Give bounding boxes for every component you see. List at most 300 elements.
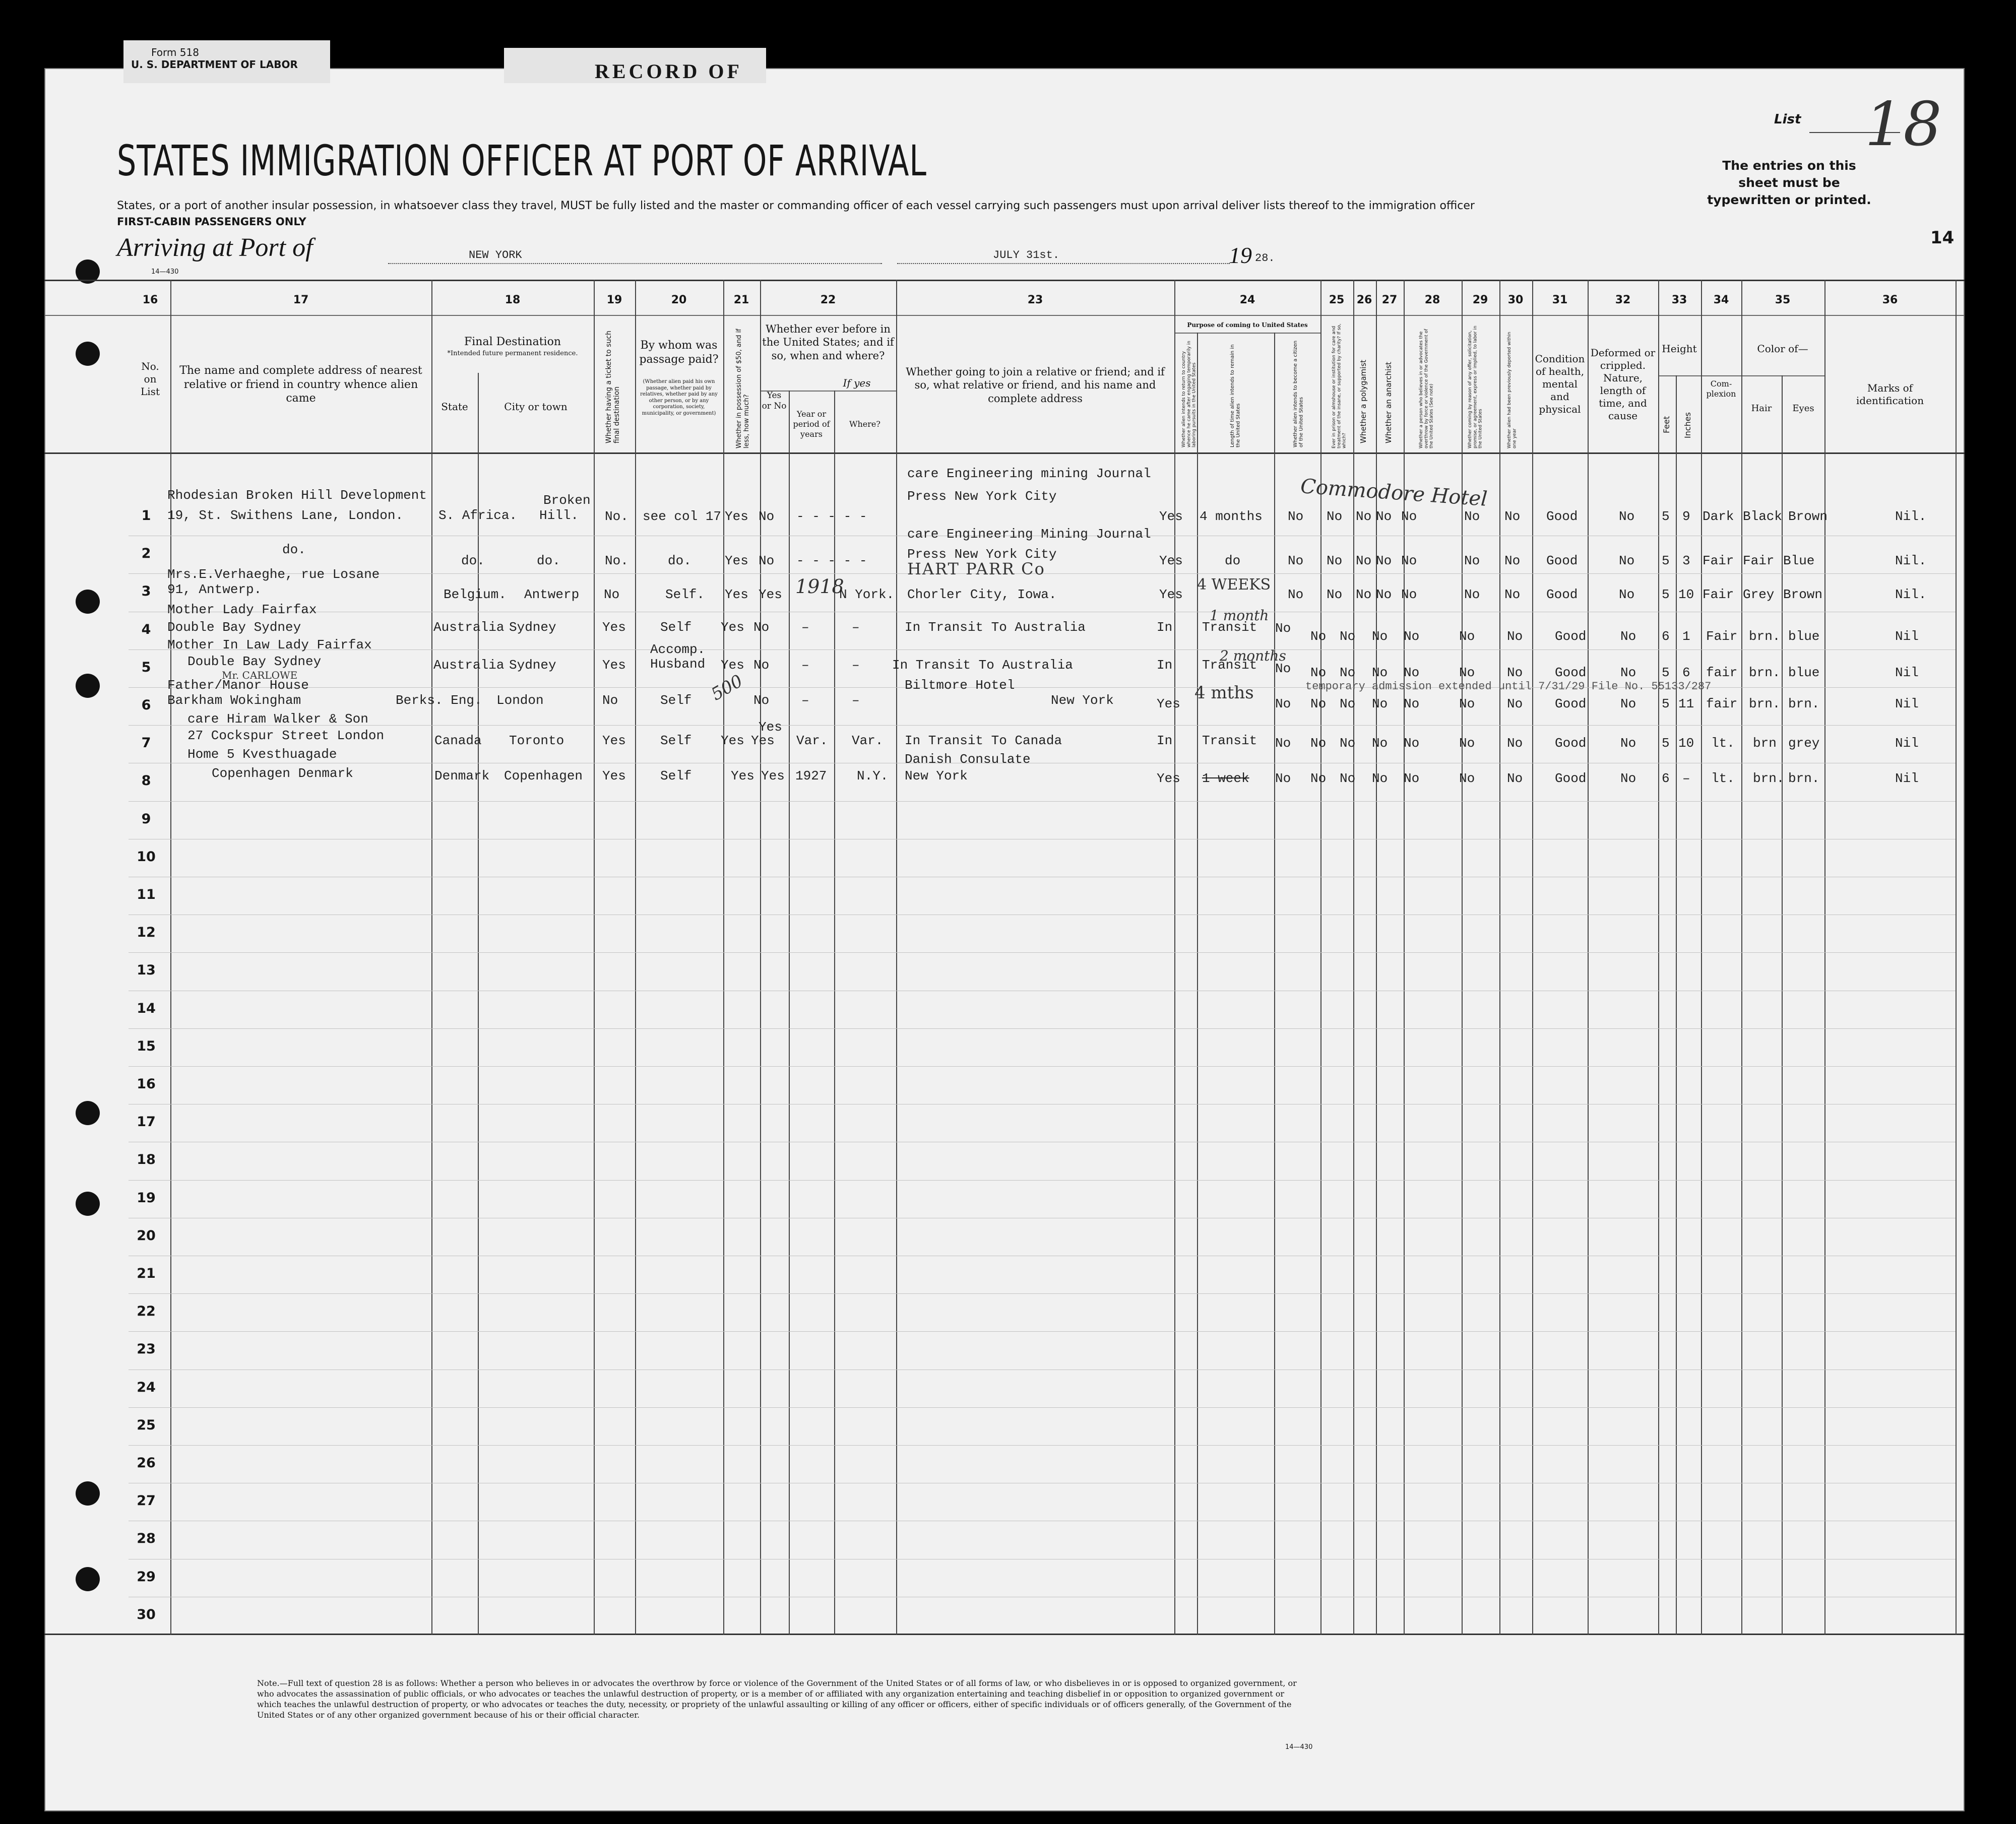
row2-c30: No xyxy=(1504,553,1521,568)
two-months-note: 2 months xyxy=(1220,647,1286,664)
col-num-28: 28 xyxy=(1424,294,1440,306)
row8-join: Danish Consulate xyxy=(905,752,1031,767)
row3-period: 1918 xyxy=(795,575,844,598)
row8-relative-addr: Copenhagen Denmark xyxy=(212,766,353,781)
row1-c25: No xyxy=(1327,509,1343,524)
row6-feet: 5 xyxy=(1662,696,1670,711)
form-number: Form 518 xyxy=(151,46,199,58)
col-28-header: Whether a person who believes in or advocates the overthrow by force or violence of the Government of the United States (See note) xyxy=(1419,329,1434,448)
port-value: NEW YORK xyxy=(469,249,522,262)
row3-relative: Mrs.E.Verhaeghe, rue Losane xyxy=(167,567,380,582)
col-29-header: Whether coming by reason of any offer, solicitation, promise, or agreement, express or implied, to labor in the United States xyxy=(1468,325,1483,448)
col-num-30: 30 xyxy=(1507,294,1524,306)
row3-eyes: Brown xyxy=(1783,587,1823,602)
row4-c29: No xyxy=(1459,629,1475,644)
row7-deformed: No xyxy=(1620,736,1636,751)
row5-length: Transit xyxy=(1202,658,1257,673)
col-num-19: 19 xyxy=(606,294,622,306)
row4-c28: No xyxy=(1404,629,1420,644)
row6-relative: Father/Manor House xyxy=(167,678,309,693)
row8-feet: 6 xyxy=(1662,771,1670,786)
row1-deformed: No xyxy=(1619,509,1635,524)
row7-paid: Self xyxy=(660,733,692,748)
row8-c26: No xyxy=(1340,771,1356,786)
row4-relative: Mother Lady Fairfax xyxy=(167,602,317,617)
col-num-17: 17 xyxy=(293,294,309,306)
row8-join-2: New York xyxy=(905,768,968,784)
row7-citizen: No xyxy=(1275,736,1291,751)
row1-marks: Nil. xyxy=(1895,509,1927,524)
row1-c26: No xyxy=(1356,509,1372,524)
row-number: 15 xyxy=(137,1038,156,1054)
row-rule xyxy=(129,1331,1956,1332)
row5-marks: Nil xyxy=(1895,665,1919,680)
row2-relative: do. xyxy=(282,542,306,557)
row2-c25: No xyxy=(1327,553,1343,568)
row4-hair: brn. xyxy=(1749,629,1781,644)
row8-relative: Home 5 Kvesthuagade xyxy=(187,747,337,762)
row5-period: – xyxy=(801,658,809,673)
row-number: 13 xyxy=(137,962,156,979)
row7-eyes: grey xyxy=(1788,736,1820,751)
row3-join-2: Chorler City, Iowa. xyxy=(907,587,1057,602)
row6-eyes: brn. xyxy=(1788,696,1820,711)
form-code: 14—430 xyxy=(151,268,179,276)
row7-state: Canada xyxy=(434,733,482,748)
col-33-feet: Feet xyxy=(1662,416,1671,433)
row1-state: S. Africa. xyxy=(438,508,518,523)
row2-intent: Yes xyxy=(1159,553,1183,568)
col-num-20: 20 xyxy=(671,294,687,306)
row6-period: – xyxy=(801,693,809,708)
col-20-sub: (Whether alien paid his own passage, whether paid by relatives, whether paid by any other person, or by any corporation, society, municipality, or government) xyxy=(640,379,718,416)
row4-c25: No xyxy=(1310,629,1327,644)
row4-join: In Transit To Australia xyxy=(905,620,1086,635)
row1-intent: Yes xyxy=(1159,509,1183,524)
row-number: 26 xyxy=(137,1455,156,1471)
row1-period: - - - - - xyxy=(796,509,867,524)
col-32-header: Deformed or crippled. Nature, length of time, and cause xyxy=(1590,347,1656,422)
row3-money: Yes xyxy=(725,587,748,602)
row5-eyes: blue xyxy=(1788,665,1820,680)
row4-c26: No xyxy=(1340,629,1356,644)
binding-hole xyxy=(76,1481,100,1506)
row1-hair: Black xyxy=(1743,509,1783,524)
row1-health: Good xyxy=(1546,509,1578,524)
row2-join-2: Press New York City xyxy=(907,547,1057,562)
row-number: 1 xyxy=(141,508,151,524)
col-24-sub2: Length of time alien intends to remain in the United States xyxy=(1230,344,1241,447)
row6-city: London xyxy=(496,693,544,708)
row7-join: In Transit To Canada xyxy=(905,733,1062,748)
row4-ticket: Yes xyxy=(602,620,626,635)
row-number: 22 xyxy=(137,1304,156,1320)
row4-health: Good xyxy=(1555,629,1587,644)
col-num-23: 23 xyxy=(1027,294,1043,306)
row5-state: Australia xyxy=(433,658,505,673)
row6-hair: brn. xyxy=(1749,696,1781,711)
row4-city: Sydney xyxy=(509,620,556,635)
row-number: 10 xyxy=(137,849,156,865)
row7-c25: No xyxy=(1310,736,1327,751)
row7-period: Var. xyxy=(796,733,828,748)
row6-join-2: New York xyxy=(1051,693,1114,708)
footer-code: 14—430 xyxy=(1285,1743,1313,1751)
row-number: 23 xyxy=(137,1341,156,1357)
row2-period: - - - - - xyxy=(796,553,867,568)
col-35-eyes: Eyes xyxy=(1792,403,1814,414)
row4-citizen: No xyxy=(1275,621,1291,636)
row1-city-2: Hill. xyxy=(539,508,579,523)
row3-intent: Yes xyxy=(1159,587,1183,602)
row7-city: Toronto xyxy=(509,733,564,748)
row-number: 2 xyxy=(141,546,151,562)
row-number: 21 xyxy=(137,1266,156,1281)
col-22-header: Whether ever before in the United States; and if so, when and where? xyxy=(762,323,894,362)
row4-inches: 1 xyxy=(1682,629,1690,644)
row2-join: care Engineering Mining Journal xyxy=(907,527,1151,542)
row5-city: Sydney xyxy=(509,658,556,673)
row6-intent: Yes xyxy=(1157,696,1180,711)
row5-deformed: No xyxy=(1620,665,1636,680)
binding-hole xyxy=(76,590,100,614)
col-22-period: Year or period of years xyxy=(793,409,830,439)
row6-c30: No xyxy=(1507,696,1523,711)
row1-c28: No xyxy=(1401,509,1417,524)
row2-eyes: Blue xyxy=(1783,553,1815,568)
row5-join: In Transit To Australia xyxy=(892,658,1073,673)
row7-where: Var. xyxy=(852,733,884,748)
one-month-note: 1 month xyxy=(1210,607,1269,624)
binding-hole xyxy=(76,1101,100,1125)
row5-c25: No xyxy=(1310,665,1327,680)
row2-money: Yes xyxy=(725,553,748,568)
row-rule xyxy=(129,1180,1956,1181)
row4-c27: No xyxy=(1372,629,1388,644)
row7-length: Transit xyxy=(1202,733,1257,748)
col-num-34: 34 xyxy=(1713,294,1729,306)
row8-intent: Yes xyxy=(1157,771,1180,786)
col-num-26: 26 xyxy=(1356,294,1372,306)
row6-complexion: fair xyxy=(1706,696,1738,711)
row6-before: No xyxy=(753,693,770,708)
col-24-sub1: Whether alien intends to return to country whence he came after engaging temporarily in laboring pursuits in the United States xyxy=(1181,341,1197,447)
page-title: STATES IMMIGRATION OFFICER AT PORT OF ARRIVAL xyxy=(117,136,927,185)
row1-relative-addr: 19, St. Swithens Lane, London. xyxy=(167,508,404,523)
row3-complexion: Fair xyxy=(1703,587,1734,602)
row8-citizen: No xyxy=(1275,771,1291,786)
row3-health: Good xyxy=(1546,587,1578,602)
row8-ticket: Yes xyxy=(602,768,626,784)
binding-hole xyxy=(76,1192,100,1216)
row6-c28: No xyxy=(1404,696,1420,711)
col-33-header: Height xyxy=(1662,343,1697,355)
row4-length: Transit xyxy=(1202,620,1257,635)
col-num-29: 29 xyxy=(1472,294,1488,306)
row-number: 24 xyxy=(137,1379,156,1395)
row3-c30: No xyxy=(1504,587,1521,602)
row-number: 3 xyxy=(141,583,151,600)
col-31-header: Condition of health, mental and physical xyxy=(1535,353,1585,415)
row3-deformed: No xyxy=(1619,587,1635,602)
row8-money: Yes xyxy=(731,768,754,784)
row4-state: Australia xyxy=(433,620,505,635)
row3-feet: 5 xyxy=(1662,587,1670,602)
row7-intent: In xyxy=(1157,733,1173,748)
row4-where: – xyxy=(852,620,860,635)
row-number: 20 xyxy=(137,1227,156,1244)
row7-complexion: lt. xyxy=(1711,736,1735,751)
row-number: 18 xyxy=(137,1152,156,1168)
col-num-25: 25 xyxy=(1329,294,1345,306)
row7-relative-addr: 27 Cockspur Street London xyxy=(187,728,385,743)
list-label: List xyxy=(1774,112,1801,127)
row8-before: Yes xyxy=(761,768,785,784)
row7-c29: No xyxy=(1459,736,1475,751)
row3-length: 4 WEEKS xyxy=(1197,576,1271,594)
row3-c27: No xyxy=(1376,587,1392,602)
row3-before: Yes xyxy=(759,587,782,602)
row1-inches: 9 xyxy=(1682,509,1690,524)
row2-inches: 3 xyxy=(1682,553,1690,568)
row4-feet: 6 xyxy=(1662,629,1670,644)
row3-marks: Nil. xyxy=(1895,587,1927,602)
instruction-text: States, or a port of another insular possession, in whatsoever class they travel, MUST be fully listed and the master or commanding officer of each vessel carrying such passengers must upon arrival deliver lists thereof to the immigration officer xyxy=(117,200,1475,212)
row6-length: 4 mths xyxy=(1194,683,1254,703)
row8-deformed: No xyxy=(1620,771,1636,786)
col-18-city: City or town xyxy=(504,401,568,413)
row8-hair: brn. xyxy=(1753,771,1785,786)
row4-intent: In xyxy=(1157,620,1173,635)
col-21-header: Whether in possession of $50, and if less, how much? xyxy=(735,329,750,448)
row1-join-2: Press New York City xyxy=(907,489,1057,504)
row3-paid: Self. xyxy=(665,587,705,602)
row1-c27: No xyxy=(1376,509,1392,524)
row8-complexion: lt. xyxy=(1711,771,1735,786)
row2-paid: do. xyxy=(668,553,691,568)
col-26-header: Whether a polygamist xyxy=(1359,359,1368,443)
row6-c26: No xyxy=(1340,696,1356,711)
row1-citizen: No xyxy=(1288,509,1304,524)
row6-c27: No xyxy=(1372,696,1388,711)
row2-ticket: No. xyxy=(605,553,628,568)
row6-annotation: temporary admission extended until 7/31/29 File No. 55133/287 xyxy=(1305,680,1712,693)
row3-city: Antwerp xyxy=(524,587,580,602)
row8-c28: No xyxy=(1404,771,1420,786)
row5-c29: No xyxy=(1459,665,1475,680)
row-number: 28 xyxy=(137,1531,156,1547)
row6-inches: 11 xyxy=(1678,696,1694,711)
row1-complexion: Dark xyxy=(1703,509,1734,524)
department-label: U. S. DEPARTMENT OF LABOR xyxy=(131,58,298,71)
row5-feet: 5 xyxy=(1662,665,1670,680)
row2-city: do. xyxy=(537,553,560,568)
row5-relative: Mother In Law Lady Fairfax xyxy=(167,637,372,653)
row-rule xyxy=(129,1407,1956,1408)
col-18-header: Final Destination xyxy=(464,336,561,348)
row-rule xyxy=(129,1445,1956,1446)
col-22-ifyes: If yes xyxy=(843,377,871,389)
row5-inches: 6 xyxy=(1682,665,1690,680)
col-34-header: Com-plexion xyxy=(1706,379,1736,399)
row7-c26: No xyxy=(1340,736,1356,751)
row8-city: Copenhagen xyxy=(504,768,583,784)
row2-c27: No xyxy=(1376,553,1392,568)
row6-ticket: No xyxy=(602,693,618,708)
row3-hair: Grey xyxy=(1743,587,1775,602)
row-number: 29 xyxy=(137,1569,156,1585)
row5-paid: Accomp. Husband xyxy=(650,642,706,672)
row8-c27: No xyxy=(1372,771,1388,786)
col-16-header: No. on List xyxy=(141,360,160,398)
col-17-header: The name and complete address of nearest relative or friend in country whence alien came xyxy=(179,364,422,405)
col-num-18: 18 xyxy=(505,294,521,306)
row6-join: Biltmore Hotel xyxy=(905,678,1015,693)
binding-hole xyxy=(76,1567,100,1591)
row1-paid: see col 17 xyxy=(643,509,722,524)
row6-name-insert: Mr. CARLOWE xyxy=(222,669,298,681)
row5-ticket: Yes xyxy=(602,658,626,673)
row6-where: – xyxy=(852,693,860,708)
row8-period: 1927 xyxy=(795,768,827,784)
col-19-header: Whether having a ticket to such final destination xyxy=(605,331,621,443)
row-number: 6 xyxy=(141,697,151,713)
row1-c30: No xyxy=(1504,509,1521,524)
row5-c30: No xyxy=(1507,665,1523,680)
row-number: 9 xyxy=(141,811,151,827)
row1-money: Yes xyxy=(725,509,748,524)
row3-c29: No xyxy=(1464,587,1480,602)
col-35-header: Color of— xyxy=(1757,343,1808,355)
row8-marks: Nil xyxy=(1895,771,1919,786)
row3-citizen: No xyxy=(1288,587,1304,602)
row7-money: Yes xyxy=(721,733,744,748)
row1-before: No xyxy=(759,509,775,524)
row2-length: do xyxy=(1225,553,1241,568)
row5-c26: No xyxy=(1340,665,1356,680)
row2-hair: Fair xyxy=(1743,553,1775,568)
col-27-header: Whether an anarchist xyxy=(1384,362,1393,443)
row5-c28: No xyxy=(1404,665,1420,680)
row-number: 19 xyxy=(137,1190,156,1206)
row8-c29: No xyxy=(1459,771,1475,786)
row6-money: 500 xyxy=(708,671,746,705)
row3-ticket: No xyxy=(604,587,620,602)
col-18-state: State xyxy=(441,401,468,413)
row5-hair: brn. xyxy=(1749,665,1781,680)
row2-state: do. xyxy=(461,553,485,568)
binding-hole xyxy=(76,674,100,698)
row2-citizen: No xyxy=(1288,553,1304,568)
year-prefix: 19 xyxy=(1229,242,1252,268)
binding-hole xyxy=(76,342,100,366)
row5-relative-addr: Double Bay Sydney xyxy=(187,654,322,669)
row6-health: Good xyxy=(1555,696,1587,711)
row-number: 16 xyxy=(137,1076,156,1092)
col-num-31: 31 xyxy=(1552,294,1568,306)
row1-c29: No xyxy=(1464,509,1480,524)
row7-yes-above: Yes xyxy=(759,720,782,735)
col-22-yesno: Yes or No xyxy=(762,390,787,412)
row4-marks: Nil xyxy=(1895,629,1919,644)
arriving-label: Arriving at Port of xyxy=(117,233,313,262)
row2-c28: No xyxy=(1401,553,1417,568)
row4-deformed: No xyxy=(1620,629,1636,644)
row8-health: Good xyxy=(1555,771,1587,786)
row-number: 17 xyxy=(137,1114,156,1130)
class-line: FIRST-CABIN PASSENGERS ONLY xyxy=(117,216,306,228)
row-number: 5 xyxy=(141,659,151,675)
row3-join: HART PARR Co xyxy=(907,559,1045,578)
row7-inches: 10 xyxy=(1678,736,1694,751)
row-number: 25 xyxy=(137,1417,156,1433)
row4-money: Yes xyxy=(721,620,744,635)
col-num-36: 36 xyxy=(1882,294,1898,306)
row2-c26: No xyxy=(1356,553,1372,568)
col-18-sub: *Intended future permanent residence. xyxy=(447,350,578,357)
col-num-24: 24 xyxy=(1239,294,1255,306)
row5-intent: In xyxy=(1157,658,1173,673)
row4-period: – xyxy=(801,620,809,635)
row8-length: 1 week xyxy=(1202,771,1249,786)
row-rule xyxy=(129,649,1956,650)
row8-where: N.Y. xyxy=(857,768,889,784)
typewritten-note: The entries on this sheet must be typewritten or printed. xyxy=(1707,158,1871,207)
row6-marks: Nil xyxy=(1895,696,1919,711)
row5-before: No xyxy=(753,658,770,673)
row-number: 8 xyxy=(141,773,151,789)
footer-note: Note.—Full text of question 28 is as follows: Whether a person who believes in or advocates the overthrow by force or violence of the Government of the United States or of all forms of law, or who disbelieves in or is opposed to organized government, or who advocates the assassination of public officials, or who advocates or teaches the unlawful destruction of property, or is a member of or affiliated with any organization entertaining and teaching disbelief in or opposition to organized government or which teaches the unlawful destruction of property, or who advocates or teaches the duty, necessity, or propriety of the unlawful assaulting or killing of any officer or officers, either of specific individuals or of officers generally, of the Government of the United States or of any other organized government because of his or their official character. xyxy=(257,1678,1297,1720)
row3-state: Belgium. xyxy=(444,587,507,602)
row8-inches: – xyxy=(1682,771,1690,786)
row6-c25: No xyxy=(1310,696,1327,711)
row1-city: Broken xyxy=(543,493,591,508)
row4-eyes: blue xyxy=(1788,629,1820,644)
col-36-header: Marks of identification xyxy=(1856,382,1924,407)
list-number: 18 xyxy=(1865,90,1942,160)
row5-money: Yes xyxy=(721,658,744,673)
row7-health: Good xyxy=(1555,736,1587,751)
row8-c25: No xyxy=(1310,771,1327,786)
row6-deformed: No xyxy=(1620,696,1636,711)
row5-c27: No xyxy=(1372,665,1388,680)
row2-deformed: No xyxy=(1619,553,1635,568)
date-value: JULY 31st. xyxy=(993,249,1060,262)
row4-relative-addr: Double Bay Sydney xyxy=(167,620,301,635)
row1-eyes: Brown xyxy=(1788,509,1828,524)
row8-state: Denmark xyxy=(434,768,490,784)
col-35-hair: Hair xyxy=(1751,403,1772,414)
row6-c29: No xyxy=(1459,696,1475,711)
row5-complexion: fair xyxy=(1706,665,1738,680)
row2-c29: No xyxy=(1464,553,1480,568)
col-num-21: 21 xyxy=(733,294,749,306)
row1-ticket: No. xyxy=(605,509,628,524)
row3-where: N York. xyxy=(839,587,895,602)
row7-hair: brn xyxy=(1753,736,1777,751)
row8-eyes: brn. xyxy=(1788,771,1820,786)
col-num-33: 33 xyxy=(1671,294,1687,306)
row-rule xyxy=(129,952,1956,953)
row7-relative: care Hiram Walker & Son xyxy=(187,711,368,727)
row2-before: No xyxy=(759,553,775,568)
row-number: 27 xyxy=(137,1493,156,1509)
row-rule xyxy=(129,1293,1956,1294)
row6-state: Berks. Eng. xyxy=(396,693,482,708)
row-number: 14 xyxy=(137,1000,156,1016)
col-30-header: Whether alien had been previously deported within one year xyxy=(1507,332,1518,448)
row2-health: Good xyxy=(1546,553,1578,568)
